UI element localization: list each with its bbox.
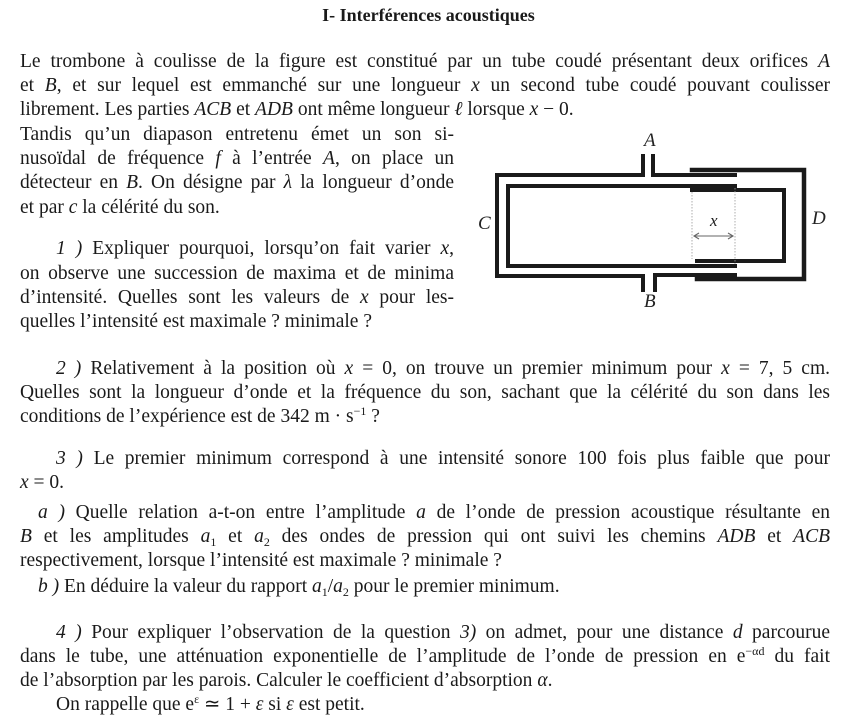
- subscript: 1: [321, 585, 328, 599]
- context-paragraph-line: [20, 123, 454, 147]
- math-symbol: f: [215, 148, 221, 169]
- text-run: − 0.: [538, 99, 574, 120]
- text-run: Expliquer pourquoi, lorsqu’on fait varier: [82, 238, 441, 259]
- text-run: à l’entrée: [220, 148, 324, 169]
- math-symbol: x: [440, 238, 450, 259]
- question-1-line: [20, 262, 454, 286]
- label-c: C: [478, 213, 491, 234]
- math-symbol: A: [323, 148, 335, 169]
- math-symbol: x: [529, 99, 539, 120]
- math-symbol: B: [126, 172, 139, 193]
- text-run: conditions de l’expérience est de 342 m · s: [20, 406, 354, 427]
- math-symbol: a: [312, 576, 322, 597]
- text-run: pour les-: [368, 287, 455, 308]
- math-symbol: d: [732, 622, 743, 643]
- math-symbol: 3 ): [56, 448, 83, 469]
- math-symbol: b ): [38, 576, 60, 597]
- text-run: de l’absorption par les parois. Calculer le coefficient d’absorption: [20, 670, 538, 691]
- text-run: , et sur lequel est emmanché sur une longueur: [56, 75, 472, 96]
- math-symbol: ACB: [793, 526, 830, 547]
- question-3-line: [56, 447, 830, 471]
- math-symbol: ε: [286, 694, 294, 715]
- math-symbol: ADB: [717, 526, 756, 547]
- text-run: Pour expliquer l’observation de la question: [81, 622, 460, 643]
- math-symbol: ℓ: [454, 99, 463, 120]
- trombone-diagram: [470, 125, 850, 320]
- text-run: et: [755, 526, 794, 547]
- question-3a-line: [38, 501, 830, 525]
- math-symbol: B: [20, 526, 32, 547]
- reminder-line-line: [56, 693, 830, 717]
- text-run: est petit.: [293, 694, 365, 715]
- context-paragraph-line: [20, 196, 454, 220]
- fixed-tube-outer-top: [497, 156, 643, 290]
- math-symbol: 3): [459, 622, 477, 643]
- superscript: ε: [194, 692, 200, 706]
- text-run: on observe une succession de maxima et de minima: [20, 263, 454, 284]
- fixed-tube-inner: [508, 186, 735, 266]
- text-run: librement. Les parties: [20, 99, 195, 120]
- question-4-line: [20, 645, 830, 669]
- superscript: −1: [353, 404, 367, 418]
- text-run: ont même longueur: [292, 99, 455, 120]
- text-run: du fait: [764, 646, 831, 667]
- text-run: ,: [449, 238, 455, 259]
- text-run: un second tube coudé pouvant coulisser: [479, 75, 830, 96]
- math-symbol: x: [20, 472, 29, 493]
- question-2-line: [20, 381, 830, 405]
- subscript: 2: [342, 585, 349, 599]
- math-symbol: x: [721, 358, 730, 379]
- math-symbol: α: [537, 670, 548, 691]
- text-run: la célérité du son.: [77, 197, 220, 218]
- question-4-line: [20, 669, 830, 693]
- math-symbol: a ): [38, 502, 65, 523]
- section-title-text: I- Interférences acoustiques: [322, 5, 535, 25]
- text-run: respectivement, lorsque l’intensité est maximale ? minimale ?: [20, 550, 502, 571]
- superscript: −αd: [745, 644, 765, 658]
- text-run: détecteur en: [20, 172, 127, 193]
- text-run: des ondes de pression qui ont suivi les chemins: [269, 526, 718, 547]
- math-symbol: c: [68, 197, 78, 218]
- text-run: lorsque: [462, 99, 530, 120]
- text-run: ?: [366, 406, 380, 427]
- question-3a-line: [20, 549, 830, 573]
- text-run: d’intensité. Quelles sont les valeurs de: [20, 287, 360, 308]
- math-symbol: x: [360, 287, 369, 308]
- question-2-line: [56, 357, 830, 381]
- text-run: nusoïdal de fréquence: [20, 148, 216, 169]
- text-run: si: [263, 694, 287, 715]
- math-symbol: A: [818, 51, 830, 72]
- text-run: On rappelle que e: [56, 694, 195, 715]
- math-symbol: a: [200, 526, 211, 547]
- question-3b-line: [38, 575, 830, 599]
- text-run: et: [231, 99, 256, 120]
- text-run: = 7, 5 cm.: [729, 358, 830, 379]
- context-paragraph-line: [20, 147, 454, 171]
- label-d: D: [812, 208, 826, 229]
- math-symbol: ε: [255, 694, 264, 715]
- math-symbol: ADB: [255, 99, 293, 120]
- text-run: . On désigne par: [138, 172, 284, 193]
- text-run: Quelle relation a-t-on entre l’amplitude: [64, 502, 417, 523]
- text-run: on admet, pour une distance: [476, 622, 733, 643]
- text-run: quelles l’intensité est maximale ? minimale ?: [20, 311, 372, 332]
- text-run: .: [547, 670, 553, 691]
- label-a: A: [644, 130, 656, 151]
- label-x: x: [710, 211, 718, 230]
- math-symbol: 2 ): [56, 358, 82, 379]
- text-run: dans le tube, une atténuation exponentielle de l’amplitude de l’onde de pression en e: [20, 646, 746, 667]
- question-1-line: [56, 237, 454, 261]
- question-1-line: [20, 310, 454, 334]
- sliding-tube-inner: [692, 190, 784, 261]
- text-run: parcourue: [742, 622, 831, 643]
- text-run: Relativement à la position où: [81, 358, 345, 379]
- intro-paragraph-line: [20, 50, 830, 74]
- intro-paragraph-line: [20, 74, 830, 98]
- label-b: B: [644, 291, 656, 312]
- question-2-line: [20, 405, 830, 429]
- text-run: Quelles sont la longueur d’onde et la fréquence du son, sachant que la célérité du son dans les: [20, 382, 830, 403]
- math-symbol: 4 ): [56, 622, 82, 643]
- text-run: pour le premier minimum.: [348, 576, 560, 597]
- math-symbol: x: [471, 75, 480, 96]
- text-run: Tandis qu’un diapason entretenu émet un son si-: [20, 124, 454, 145]
- text-run: la longueur d’onde: [292, 172, 454, 193]
- text-run: En déduire la valeur du rapport: [59, 576, 312, 597]
- trombone-figure: [470, 125, 850, 320]
- question-4-line: [56, 621, 830, 645]
- question-1-line: [20, 286, 454, 310]
- math-symbol: a: [416, 502, 426, 523]
- text-run: et par: [20, 197, 69, 218]
- text-run: Le premier minimum correspond à une intensité sonore 100 fois plus faible que pour: [82, 448, 830, 469]
- math-symbol: 1 ): [56, 238, 83, 259]
- text-run: , on place un: [334, 148, 454, 169]
- math-symbol: ACB: [194, 99, 232, 120]
- text-run: Le trombone à coulisse de la figure est constitué par un tube coudé présentant deux orifices: [20, 51, 819, 72]
- text-run: et: [20, 75, 45, 96]
- math-symbol: a: [333, 576, 343, 597]
- math-symbol: B: [44, 75, 57, 96]
- context-paragraph-line: [20, 171, 454, 195]
- intro-paragraph-line: [20, 98, 830, 122]
- text-run: = 0, on trouve un premier minimum pour: [353, 358, 722, 379]
- text-run: et: [216, 526, 255, 547]
- subscript: 2: [263, 535, 270, 549]
- text-run: et les amplitudes: [31, 526, 201, 547]
- question-3a-line: [20, 525, 830, 549]
- math-symbol: x: [344, 358, 354, 379]
- question-3-line: [20, 471, 830, 495]
- text-run: /: [327, 576, 334, 597]
- math-symbol: a: [254, 526, 264, 547]
- text-run: ≃ 1 +: [199, 694, 256, 715]
- text-run: = 0.: [28, 472, 65, 493]
- math-symbol: λ: [283, 172, 293, 193]
- subscript: 1: [210, 535, 217, 549]
- text-run: de l’onde de pression acoustique résultante en: [425, 502, 830, 523]
- section-title: [0, 5, 857, 26]
